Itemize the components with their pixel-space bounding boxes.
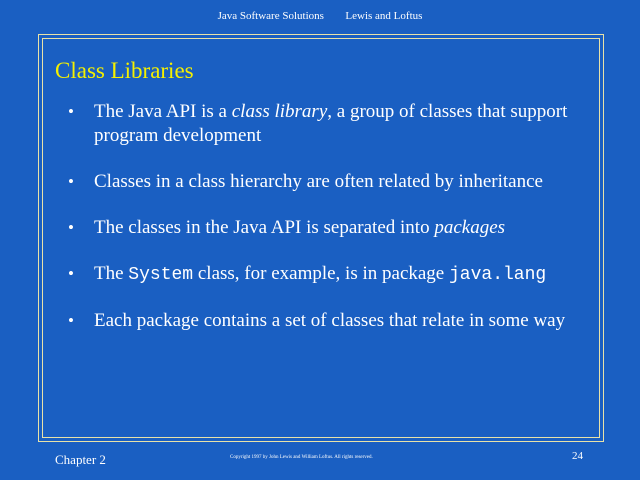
code-system: System <box>128 265 194 285</box>
bullet-icon: • <box>68 264 74 283</box>
slide-header <box>0 10 640 22</box>
header-authors: Lewis and Loftus <box>345 10 423 22</box>
bullet-text: The Java API is a <box>94 101 232 122</box>
bullet-text: The <box>94 263 129 284</box>
header-book-title: Java Software Solutions <box>217 10 324 22</box>
bullet-item-system-class <box>68 262 588 287</box>
bullet-icon: • <box>68 218 74 237</box>
bullet-icon: • <box>68 172 74 191</box>
bullet-list <box>68 100 588 355</box>
bullet-item-class-library <box>68 100 588 148</box>
footer-page-number: 24 <box>572 450 583 462</box>
bullet-text: The classes in the Java API is separated into <box>94 217 435 238</box>
footer-chapter: Chapter 2 <box>55 452 106 467</box>
bullet-emphasis: class library <box>231 101 328 122</box>
bullet-text: , a group of classes that support program development <box>94 101 568 146</box>
bullet-item-package-classes <box>68 309 588 333</box>
bullet-icon: • <box>68 311 74 330</box>
code-java-lang: java.lang <box>449 265 547 285</box>
slide-title: Class Libraries <box>55 58 194 83</box>
bullet-text: Classes in a class hierarchy are often related by inheritance <box>94 171 543 192</box>
bullet-text: class, for example, is in package <box>193 263 449 284</box>
bullet-item-packages <box>68 216 588 240</box>
footer-copyright: Copyright 1997 by John Lewis and William Loftus. All rights reserved. <box>230 455 373 460</box>
bullet-emphasis: packages <box>434 217 506 238</box>
bullet-item-inheritance <box>68 170 588 194</box>
bullet-text: Each package contains a set of classes that relate in some way <box>94 310 566 331</box>
bullet-icon: • <box>68 102 74 121</box>
